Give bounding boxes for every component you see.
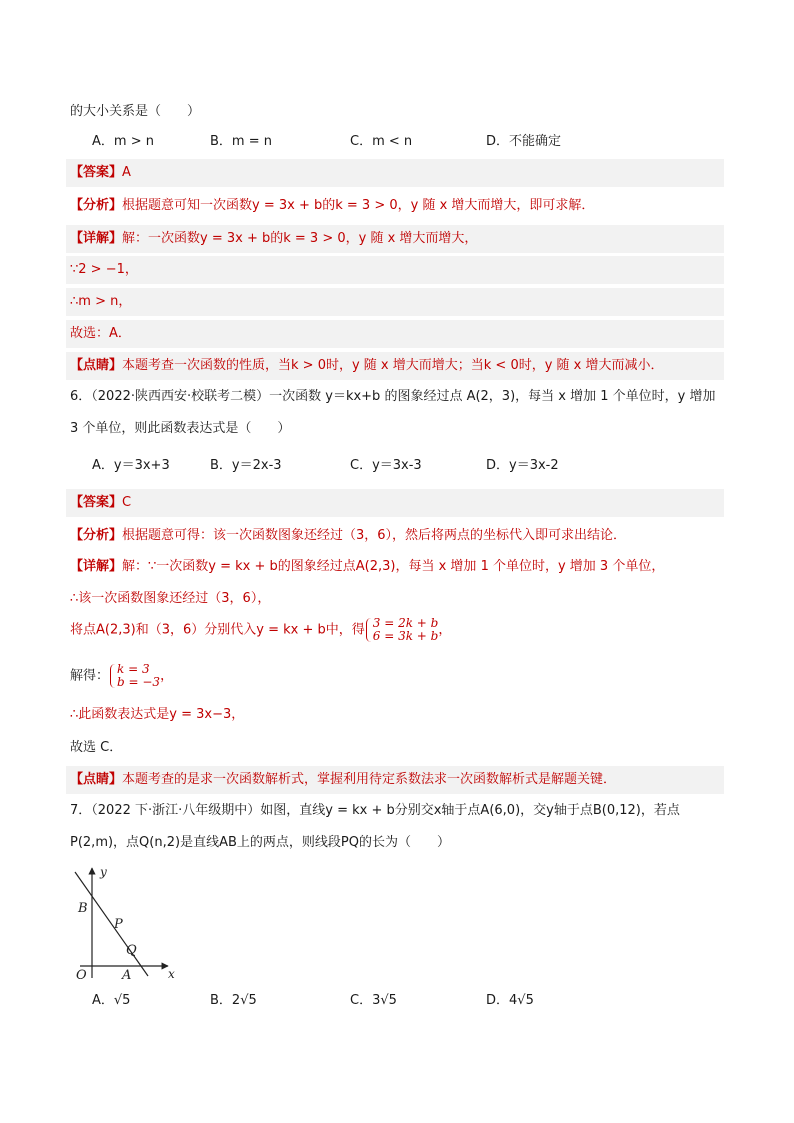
q7-option-a: A．√5	[92, 993, 131, 1008]
q7-stem-1: 7．（2022 下·浙江·八年级期中）如图，直线y = kx + b分别交x轴于点A(6,0)，交y轴于点B(0,12)，若点	[70, 803, 680, 818]
q5-answer: 【答案】A	[70, 165, 131, 180]
label-y: y	[100, 865, 107, 879]
q5-analysis: 【分析】根据题意可知一次函数y = 3x + b的k = 3 > 0，y 随 x 增大而增大，即可求解．	[70, 198, 595, 213]
label-b: B	[78, 901, 88, 916]
q6-option-d: D．y＝3x-2	[486, 458, 559, 473]
label-q: Q	[126, 943, 137, 958]
q6-option-a: A．y＝3x+3	[92, 458, 170, 473]
q7-stem-2: P(2,m)，点Q(n,2)是直线AB上的两点，则线段PQ的长为（ ）	[70, 835, 450, 850]
q6-detail-2: ∴该一次函数图象还经过（3，6），	[70, 591, 271, 606]
q6-detail-4: 解得： k = 3 b = −3 ，	[70, 662, 174, 689]
q6-answer: 【答案】C	[70, 495, 132, 510]
q5-comment: 【点睛】本题考查一次函数的性质，当k > 0时，y 随 x 增大而增大；当k < 0时，y 随 x 增大而减小．	[70, 358, 664, 373]
q6-option-c: C．y＝3x-3	[350, 458, 422, 473]
q6-comment: 【点睛】本题考查的是求一次函数解析式，掌握利用待定系数法求一次函数解析式是解题关键．	[70, 772, 617, 787]
q5-options	[92, 132, 652, 152]
q6-system-2: k = 3 b = −3	[109, 663, 160, 689]
label-x: x	[168, 967, 175, 981]
q6-detail-6: 故选 C．	[70, 740, 123, 755]
q5-option-a: A．m > n	[92, 134, 154, 149]
label-o: O	[76, 968, 87, 982]
line-ab	[75, 872, 148, 976]
q5-detail-3: ∴m > n，	[70, 294, 132, 309]
q5-detail-2: ∵2 > −1，	[70, 262, 138, 277]
q6-detail-5: ∴此函数表达式是y = 3x−3，	[70, 707, 245, 722]
label-a: A	[122, 968, 132, 982]
q7-option-b: B．2√5	[210, 993, 257, 1008]
q5-detail-4: 故选：A．	[70, 326, 131, 341]
q5-option-b: B．m = n	[210, 134, 272, 149]
q5-option-d: D．不能确定	[486, 134, 562, 149]
q6-stem-2: 3 个单位，则此函数表达式是（ ）	[70, 421, 291, 436]
label-p: P	[114, 917, 123, 932]
q7-figure	[70, 862, 190, 982]
q6-stem-1: 6．（2022·陕西西安·校联考二模）一次函数 y＝kx+b 的图象经过点 A(2，3)，每当 x 增加 1 个单位时，y 增加	[70, 389, 716, 404]
q5-detail-1: 【详解】解：一次函数y = 3x + b的k = 3 > 0，y 随 x 增大而增大，	[70, 231, 478, 246]
q6-detail-3: 将点A(2,3)和（3，6）分别代入y = kx + b中，得 3 = 2k + b 6 = 3k + b ，	[70, 616, 452, 643]
q6-system-1: 3 = 2k + b 6 = 3k + b	[365, 617, 439, 643]
q7-option-d: D．4√5	[486, 993, 534, 1008]
q6-detail-1: 【详解】解：∵一次函数y = kx + b的图象经过点A(2,3)，每当 x 增加 1 个单位时，y 增加 3 个单位，	[70, 559, 665, 574]
q6-options	[92, 456, 652, 476]
q5-stem-tail: 的大小关系是（ ）	[70, 104, 201, 119]
q7-option-c: C．3√5	[350, 993, 397, 1008]
q6-option-b: B．y＝2x-3	[210, 458, 282, 473]
q6-analysis: 【分析】根据题意可得：该一次函数图象还经过（3，6），然后将两点的坐标代入即可求出结论．	[70, 528, 627, 543]
q5-option-c: C．m < n	[350, 134, 413, 149]
q7-options	[92, 991, 652, 1011]
